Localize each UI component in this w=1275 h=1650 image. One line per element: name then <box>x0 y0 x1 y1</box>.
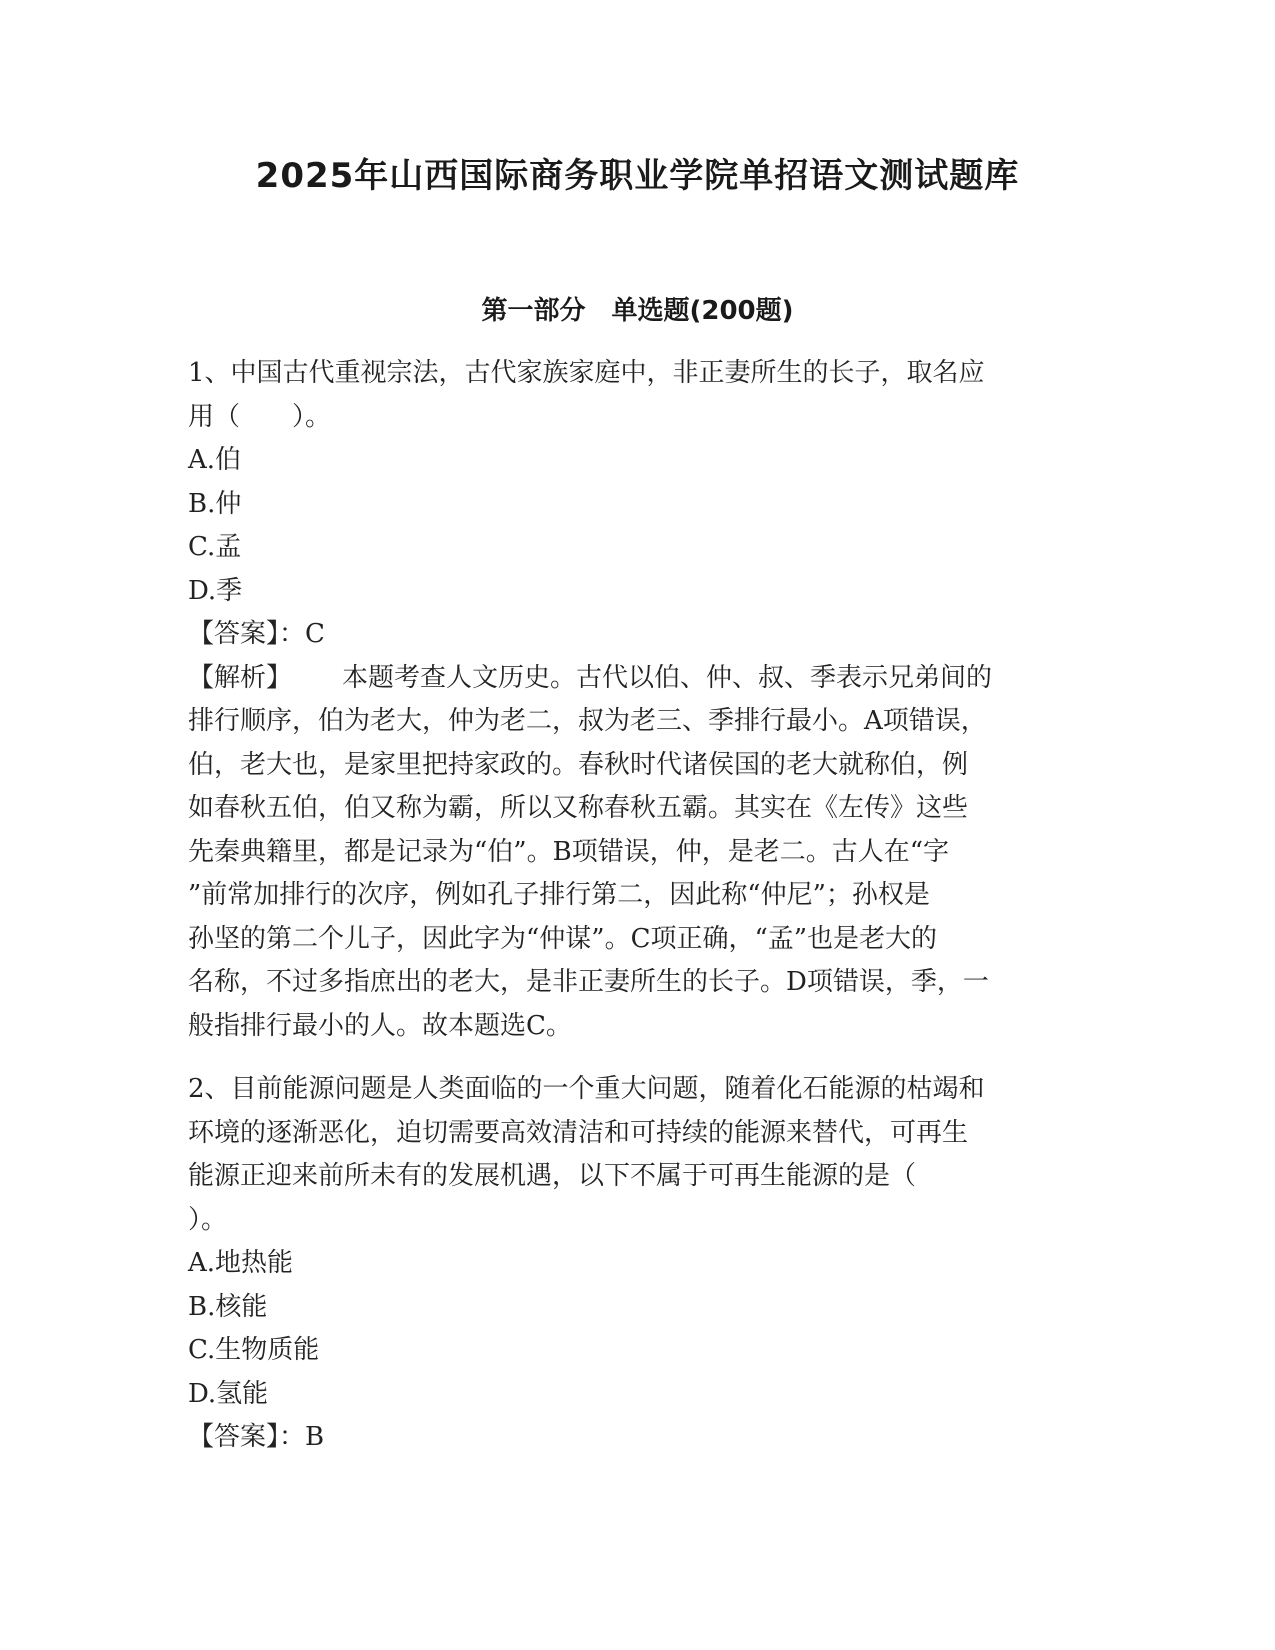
analysis-line: 孙坚的第二个儿子，因此字为“仲谋”。C项正确，“孟”也是老大的 <box>188 923 938 954</box>
analysis-line: 般指排行最小的人。故本题选C。 <box>188 1010 572 1041</box>
analysis-line: 如春秋五伯，伯又称为霸，所以又称春秋五霸。其实在《左传》这些 <box>188 793 969 823</box>
option-a: A.地热能 <box>188 1248 294 1278</box>
question-stem-line: 能源正迎来前所未有的发展机遇，以下不属于可再生能源的是（ <box>188 1161 917 1191</box>
question-1 <box>188 352 1088 1048</box>
answer-label: 【答案】 <box>188 1422 280 1452</box>
analysis-line: 伯，老大也，是家里把持家政的。春秋时代诸侯国的老大就称伯，例 <box>188 749 969 780</box>
question-stem-line: ）。 <box>188 1204 228 1235</box>
option-d: D.季 <box>188 575 243 606</box>
analysis-line: 排行顺序，伯为老大，仲为老二，叔为老三、季排行最小。A项错误， <box>188 706 987 736</box>
option-d: D.氢能 <box>188 1378 269 1409</box>
analysis-line <box>188 657 1088 701</box>
answer-line <box>188 613 1088 657</box>
answer-value: ：B <box>279 1422 325 1452</box>
question-stem-line: 环境的逐渐恶化，迫切需要高效清洁和可持续的能源来替代，可再生 <box>188 1117 969 1148</box>
section-heading: 第一部分 单选题(200题) <box>481 296 794 326</box>
analysis-label: 【解析】 <box>188 662 293 693</box>
question-stem-line: 1、中国古代重视宗法，古代家族家庭中，非正妻所生的长子，取名应 <box>188 358 985 388</box>
option-c: C.生物质能 <box>188 1335 320 1365</box>
answer-label: 【答案】 <box>188 619 280 649</box>
document-title: 2025年山西国际商务职业学院单招语文测试题库 <box>255 156 1020 196</box>
question-2 <box>188 1068 1088 1460</box>
question-stem-line: 2、目前能源问题是人类面临的一个重大问题，随着化石能源的枯竭和 <box>188 1074 985 1104</box>
analysis-text: 本题考查人文历史。古代以伯、仲、叔、季表示兄弟间的 <box>342 662 993 693</box>
option-c: C.孟 <box>188 532 242 562</box>
answer-value: ：C <box>279 619 325 649</box>
question-stem-line: 用（ ）。 <box>188 401 332 432</box>
answer-line <box>188 1416 1088 1460</box>
option-b: B.仲 <box>188 488 242 519</box>
analysis-line: ”前常加排行的次序，例如孔子排行第二，因此称“仲尼”；孙权是 <box>188 880 930 910</box>
analysis-line: 先秦典籍里，都是记录为“伯”。B项错误，仲，是老二。古人在“字 <box>188 836 949 867</box>
analysis-line: 名称，不过多指庶出的老大，是非正妻所生的长子。D项错误，季，一 <box>188 967 989 997</box>
option-b: B.核能 <box>188 1291 268 1322</box>
option-a: A.伯 <box>188 445 242 475</box>
